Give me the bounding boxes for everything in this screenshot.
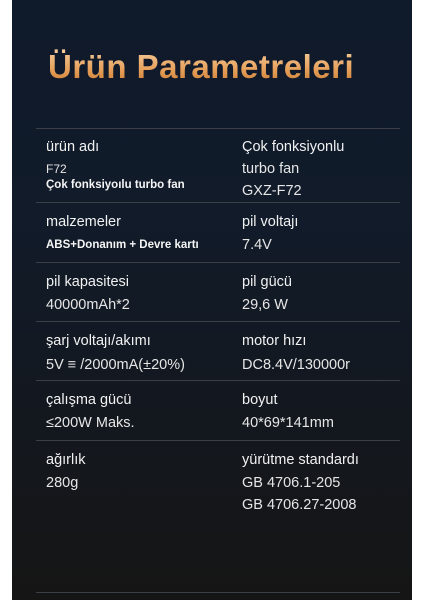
spec-row-battery (36, 262, 400, 313)
battery-voltage-value: 7.4V (242, 237, 272, 253)
spec-panel (12, 0, 412, 600)
product-name-label: ürün adı (46, 139, 100, 155)
battery-capacity-label: pil kapasitesi (46, 274, 130, 290)
battery-voltage-label: pil voltajı (242, 214, 299, 230)
size-label: boyut (242, 392, 278, 408)
spec-row-charging (36, 321, 400, 373)
product-model-value: GXZ-F72 (242, 183, 302, 199)
product-type-value: turbo fan (242, 161, 300, 177)
working-power-value: ≤200W Maks. (46, 415, 135, 431)
product-name-description: Çok fonksiyoılu turbo fan (46, 179, 185, 191)
spec-row-materials (36, 202, 400, 253)
motor-speed-label: motor hızı (242, 333, 307, 349)
charging-label: şarj voltajı/akımı (46, 333, 151, 349)
materials-label: malzemeler (46, 214, 121, 230)
standard-value-2: GB 4706.27-2008 (242, 497, 357, 513)
bottom-divider (36, 592, 400, 593)
battery-capacity-value: 40000mAh*2 (46, 297, 130, 313)
battery-power-value: 29,6 W (242, 297, 288, 313)
weight-value: 280g (46, 475, 79, 491)
page-title: Ürün Parametreleri (48, 48, 355, 85)
working-power-label: çalışma gücü (46, 392, 132, 408)
battery-power-label: pil gücü (242, 274, 292, 290)
standard-label: yürütme standardı (242, 452, 359, 468)
charging-value: 5V ≡ /2000mA(±20%) (46, 357, 185, 373)
materials-value: ABS+Donanım + Devre kartı (46, 239, 199, 251)
motor-speed-value: DC8.4V/130000r (242, 357, 351, 373)
product-name-value: F72 (46, 162, 67, 176)
weight-label: ağırlık (46, 452, 86, 468)
spec-row-product-name (36, 128, 400, 199)
standard-value-1: GB 4706.1-205 (242, 475, 341, 491)
product-type-label: Çok fonksiyonlu (242, 139, 345, 155)
spec-row-weight-standard (36, 440, 400, 513)
size-value: 40*69*141mm (242, 415, 334, 431)
spec-row-power-size (36, 380, 400, 431)
